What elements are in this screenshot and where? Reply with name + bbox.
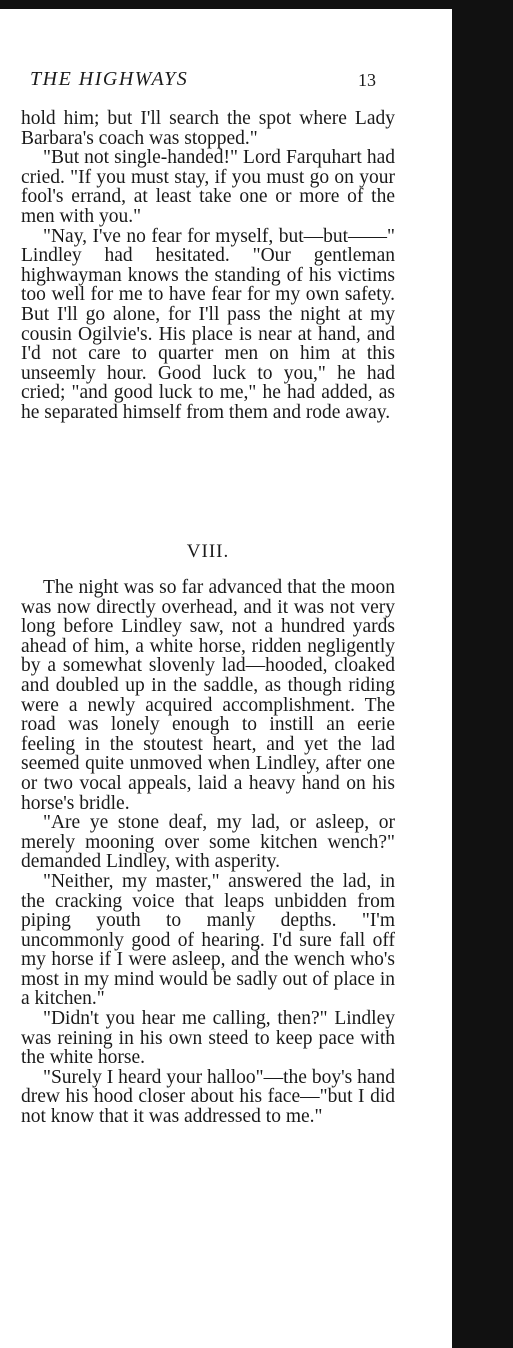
page-number: 13 — [358, 70, 376, 90]
paragraph: The night was so far advanced that the moon was now directly overhead, and it was not very long before Lindley saw, not a hundred yards ahead of him, a white horse, ridden negligently by a somewhat slovenly lad—hooded, cloaked and doubled up in the saddle, as though riding were a newly acquired accomplishment. The road was lonely enough to instill an eerie feeling in the stoutest heart, and yet the lad seemed quite unmoved when Lindley, after one or two vocal appeals, laid a heavy hand on his horse's bridle. — [21, 577, 395, 814]
paragraph: "Surely I heard your halloo"—the boy's hand drew his hood closer about his face—"but I did not know that it was addressed to me." — [21, 1066, 395, 1128]
paragraph: "Nay, I've no fear for myself, but—but——" Lindley had hesitated. "Our gentleman highwayman knows the standing of his victims too well for me to have fear for my own safety. But I'll go alone, for I'll pass the night at my cousin Ogilvie's. His place is near at hand, and I'd not care to quarter men on him at this unseemly hour. Good luck to you," he had cried; "and good luck to me," he had added, as he separated himself from them and rode away. — [21, 225, 395, 423]
running-title: THE HIGHWAYS — [30, 68, 189, 90]
paragraph: "Neither, my master," answered the lad, in the cracking voice that leaps unbidden from piping youth to manly depths. "I'm uncommonly good of hearing. I'd sure fall off my horse if I were asleep, and the wench who's most in my mind would be sadly out of place in a kitchen." — [21, 870, 395, 1010]
running-header — [8, 68, 376, 96]
body-text-section-vii — [21, 109, 395, 423]
top-border — [0, 0, 513, 9]
paragraph: "Are ye stone deaf, my lad, or asleep, or merely mooning over some kitchen wench?" demanded Lindley, with asperity. — [21, 812, 395, 873]
scan-edge-bar — [452, 0, 513, 1348]
paragraph: "But not single-handed!" Lord Farquhart had cried. "If you must stay, if you must go on your fool's errand, at least take one or more of the men with you." — [21, 147, 395, 227]
paragraph: "Didn't you hear me calling, then?" Lindley was reining in his own steed to keep pace with the white horse. — [21, 1008, 395, 1069]
section-heading: VIII. — [186, 541, 230, 562]
body-text-section-viii — [21, 578, 395, 1127]
paragraph: hold him; but I'll search the spot where Lady Barbara's coach was stopped." — [21, 108, 395, 149]
